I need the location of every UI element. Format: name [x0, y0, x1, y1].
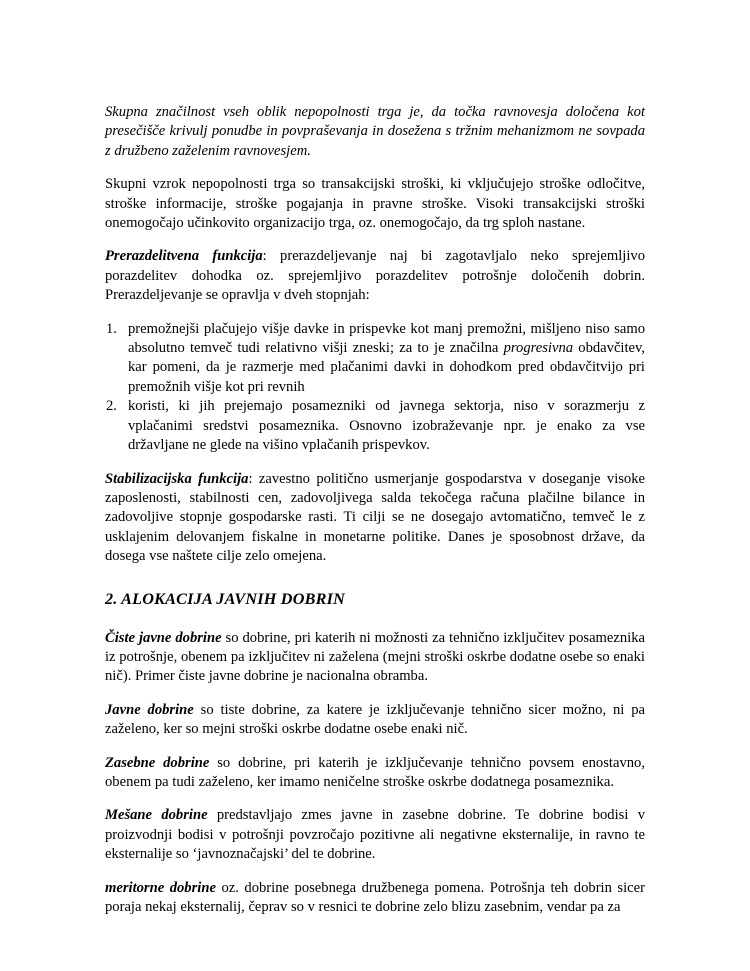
term-redistribution-function: Prerazdelitvena funkcija — [105, 248, 263, 265]
definition-body: predstavljajo zmes javne in zasebne dobrine. Te dobrine bodisi v proizvodnji bodisi v potrošnji povzročajo pozitivne ali negativne eksternalije, in ravno te eksternalije so ‘javnoznačajski’ del te dobrine. — [105, 807, 645, 863]
term-pure-public-goods: Čiste javne dobrine — [105, 629, 222, 646]
list-item-marker: 2. — [106, 398, 117, 415]
list-item-text-before: koristi, ki jih prejemajo posamezniki od javnega sektorja, niso v sorazmerju z vplačanimi sredstvi posameznika. Osnovno izobraževanje npr. je enako za vse državljane ne glede na višino vplačanih prispevkov. — [128, 398, 645, 454]
definition-body: so dobrine, pri katerih ni možnosti za tehnično izključitev posameznika iz potrošnje, obenem pa izključitev ni zaželena (mejni stroški oskrbe dodatne osebe so enaki nič). Primer čiste javne dobrine je nacionalna obramba. — [105, 629, 645, 685]
paragraph-redistribution-function — [105, 247, 645, 305]
ordered-list-redistribution-stages — [105, 320, 645, 456]
list-item — [105, 397, 645, 455]
paragraph-stabilization-function — [105, 470, 645, 567]
term-redistribution-body: : prerazdeljevanje naj bi zagotavljalo neko sprejemljivo porazdelitev dohodka oz. sprejemljivo porazdelitev potrošnje določenih dobrin. Prerazdeljevanje se opravlja v dveh stopnjah: — [105, 248, 645, 304]
definition-body: so tiste dobrine, za katere je izključevanje tehnično sicer možno, ni pa zaželeno, ker so mejni stroški oskrbe dodatne osebe enaki nič. — [105, 701, 645, 738]
term-stabilization-function: Stabilizacijska funkcija — [105, 470, 249, 487]
list-item-text-before: premožnejši plačujejo višje davke in prispevke kot manj premožni, mišljeno niso samo absolutno temveč tudi relativno višji zneski; za to je značilna — [128, 320, 645, 357]
paragraph-public-goods — [105, 701, 645, 740]
term-private-goods: Zasebne dobrine — [105, 754, 210, 771]
term-mixed-goods: Mešane dobrine — [105, 807, 208, 824]
paragraph-mixed-goods — [105, 806, 645, 864]
term-stabilization-body: : zavestno politično usmerjanje gospodarstva v doseganje visoke zaposlenosti, stabilnosti cen, zadovoljivega salda tekočega računa plačilne bilance in zadovoljive stopnje gospodarske rasti. Ti cilji se ne dosegajo avtomatično, temveč le z usklajenim delovanjem fiskalne in monetarne politike. Danes je sposobnost države, da dosega vse naštete cilje zelo omejena. — [105, 470, 645, 565]
definition-body: so dobrine, pri katerih je izključevanje tehnično povsem enostavno, obenem pa tudi zaželeno, ker imamo neničelne stroške oskrbe dodatnega posameznika. — [105, 754, 645, 790]
list-item-text-after: obdavčitev, kar pomeni, da je razmerje med plačanimi davki in dohodkom pred obdavčitvijo pri premožnih višje kot pri revnih — [128, 340, 646, 395]
term-merit-goods: meritorne dobrine — [105, 879, 216, 896]
paragraph-merit-goods — [105, 879, 645, 918]
paragraph-pure-public-goods — [105, 629, 645, 687]
list-item — [105, 320, 645, 398]
list-item-emphasis: progresivna — [503, 340, 574, 357]
document-body — [105, 103, 645, 917]
paragraph-intro-italic: Skupna značilnost vseh oblik nepopolnosti trga je, da točka ravnovesja določena kot presečišče krivulj ponudbe in povpraševanja in dosežena s tržnim mehanizmom ne sovpada z družbeno zaželenim ravnovesjem. — [105, 104, 645, 159]
section-heading-allocation: 2. ALOKACIJA JAVNIH DOBRIN — [105, 589, 345, 608]
definition-body: oz. dobrine posebnega družbenega pomena. Potrošnja teh dobrin sicer poraja nekaj eksternalij, čeprav so v resnici te dobrine zelo blizu zasebnim, vendar pa za — [105, 879, 645, 915]
list-item-marker: 1. — [106, 320, 117, 337]
paragraph-private-goods — [105, 754, 645, 793]
term-public-goods: Javne dobrine — [105, 701, 194, 718]
paragraph-transaction-costs: Skupni vzrok nepopolnosti trga so transakcijski stroški, ki vključujejo stroške odločitve, stroške informacije, stroške pogajanja in pravne stroške. Visoki transakcijski stroški onemogočajo učinkovito organizacijo trga, oz. onemogočajo, da trg sploh nastane. — [105, 176, 645, 232]
